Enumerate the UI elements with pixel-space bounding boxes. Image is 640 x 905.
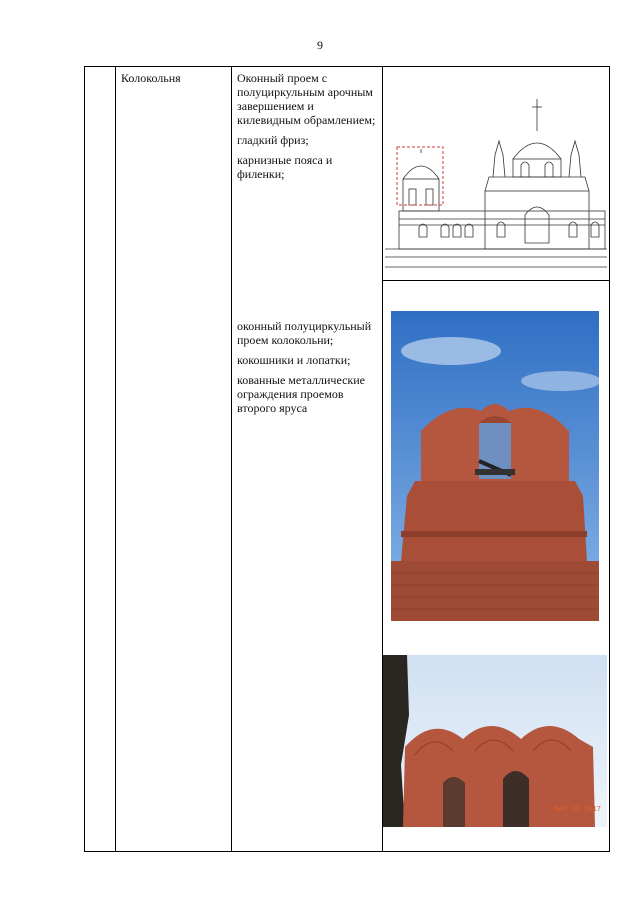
kokoshnik-photo <box>383 655 607 827</box>
bell-tower-photo <box>391 311 599 621</box>
facade-drawing <box>385 91 607 273</box>
table-column-divider <box>231 67 232 851</box>
description-item: Оконный проем с полуциркульным арочным завершением и килевидным обрамлением; <box>237 71 376 127</box>
description-item: гладкий фриз; <box>237 133 309 147</box>
description-bottom <box>237 319 379 421</box>
description-item: кованные металлические ограждения проемов второго яруса <box>237 373 365 415</box>
description-item: кокошники и лопатки; <box>237 353 351 367</box>
page-number: 9 <box>317 38 323 52</box>
element-name: Колокольня <box>121 71 181 85</box>
photo-date-stamp: MAY 31 2017 <box>554 805 601 813</box>
description-item: оконный полуциркульный проем колокольни; <box>237 319 372 347</box>
description-table <box>84 66 610 852</box>
description-top <box>237 71 379 187</box>
table-column-divider <box>115 67 116 851</box>
table-row-divider <box>382 280 610 281</box>
description-item: карнизные пояса и филенки; <box>237 153 333 181</box>
